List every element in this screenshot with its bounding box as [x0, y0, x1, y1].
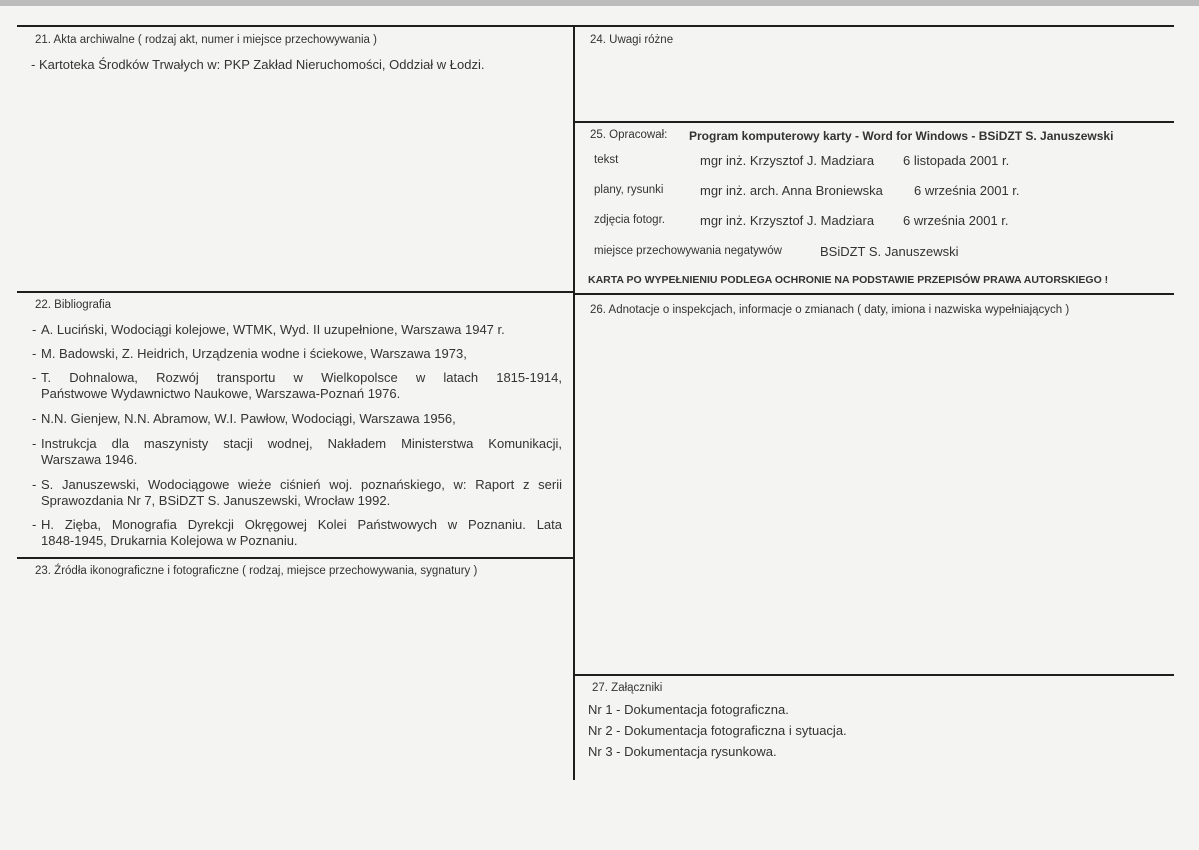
attachment-item: Nr 3 - Dokumentacja rysunkowa.	[588, 744, 777, 759]
date-text: 6 listopada 2001 r.	[903, 153, 1010, 168]
author-text: mgr inż. Krzysztof J. Madziara	[700, 153, 875, 168]
section-23-header: 23. Źródła ikonograficzne i fotograficzne ( rodzaj, miejsce przechowywania, sygnatury )	[35, 565, 478, 577]
bibliography-text: N.N. Gienjew, N.N. Abramow, W.I. Pawłow, Wodociągi, Warszawa 1956,	[41, 411, 456, 426]
negatives-location-value: BSiDZT S. Januszewski	[820, 244, 959, 259]
top-border-line	[17, 25, 1174, 27]
list-dash: -	[32, 411, 37, 426]
section-21-header: 21. Akta archiwalne ( rodzaj akt, numer i miejsce przechowywania )	[35, 34, 377, 46]
bibliography-text: S. Januszewski, Wodociągowe wieże ciśnień woj. poznańskiego, w: Raport z serii	[41, 477, 562, 492]
author-drawings: mgr inż. arch. Anna Broniewska	[700, 183, 883, 198]
program-info: Program komputerowy karty - Word for Windows - BSiDZT S. Januszewski	[689, 129, 1114, 143]
date-drawings: 6 września 2001 r.	[914, 183, 1020, 198]
list-dash: -	[32, 346, 37, 361]
date-photos: 6 września 2001 r.	[903, 213, 1009, 228]
list-dash: -	[32, 370, 37, 385]
section-22-23-divider	[17, 557, 574, 559]
author-photos: mgr inż. Krzysztof J. Madziara	[700, 213, 875, 228]
section-24-header: 24. Uwagi różne	[590, 34, 674, 46]
bibliography-item	[32, 322, 562, 338]
section-24-25-divider	[574, 121, 1174, 123]
section-26-27-divider	[574, 674, 1174, 676]
section-21-22-divider	[17, 291, 574, 293]
section-25-label: 25. Opracował:	[590, 129, 668, 141]
list-dash: -	[32, 477, 37, 492]
bibliography-text: H. Zięba, Monografia Dyrekcji Okręgowej Kolei Państwowych w Poznaniu. Lata	[41, 517, 562, 532]
list-dash: -	[32, 436, 37, 451]
bibliography-text: A. Luciński, Wodociągi kolejowe, WTMK, Wyd. II uzupełnione, Warszawa 1947 r.	[41, 322, 505, 337]
bibliography-item	[32, 346, 562, 362]
bibliography-item	[32, 517, 562, 549]
bibliography-item	[32, 477, 562, 509]
bibliography-text: T. Dohnalowa, Rozwój transportu w Wielkopolsce w latach 1815-1914,	[41, 370, 562, 385]
copyright-notice: KARTA PO WYPEŁNIENIU PODLEGA OCHRONIE NA PODSTAWIE PRZEPISÓW PRAWA AUTORSKIEGO !	[588, 274, 1109, 286]
bibliography-item	[32, 370, 562, 402]
center-divider-line	[573, 25, 575, 780]
bibliography-text: Instrukcja dla maszynisty stacji wodnej, Nakładem Ministerstwa Komunikacji,	[41, 436, 562, 451]
section-26-header: 26. Adnotacje o inspekcjach, informacje o zmianach ( daty, imiona i nazwiska wypełniających )	[590, 304, 1070, 316]
section-25-26-divider	[574, 293, 1174, 295]
section-22-header: 22. Bibliografia	[35, 299, 112, 311]
bibliography-item	[32, 411, 562, 427]
bibliography-text-continued: 1848-1945, Drukarnia Kolejowa w Poznaniu.	[41, 533, 298, 548]
page-top-edge	[0, 0, 1199, 6]
bibliography-text-continued: Warszawa 1946.	[41, 452, 138, 467]
list-dash: -	[32, 517, 37, 532]
bibliography-text: M. Badowski, Z. Heidrich, Urządzenia wodne i ściekowe, Warszawa 1973,	[41, 346, 467, 361]
bibliography-text-continued: Sprawozdania Nr 7, BSiDZT S. Januszewski, Wrocław 1992.	[41, 493, 391, 508]
bibliography-item	[32, 436, 562, 468]
negatives-location-label: miejsce przechowywania negatywów	[594, 245, 782, 257]
role-label-photos: zdjęcia fotogr.	[594, 214, 665, 226]
role-label-drawings: plany, rysunki	[594, 184, 664, 196]
bibliography-text-continued: Państwowe Wydawnictwo Naukowe, Warszawa-Poznań 1976.	[41, 386, 401, 401]
section-27-header: 27. Załączniki	[592, 682, 663, 694]
attachment-item: Nr 1 - Dokumentacja fotograficzna.	[588, 702, 789, 717]
role-label-text: tekst	[594, 154, 619, 166]
attachment-item: Nr 2 - Dokumentacja fotograficzna i sytuacja.	[588, 723, 847, 738]
list-dash: -	[32, 322, 37, 337]
archival-record-item: - Kartoteka Środków Trwałych w: PKP Zakład Nieruchomości, Oddział w Łodzi.	[31, 57, 485, 72]
